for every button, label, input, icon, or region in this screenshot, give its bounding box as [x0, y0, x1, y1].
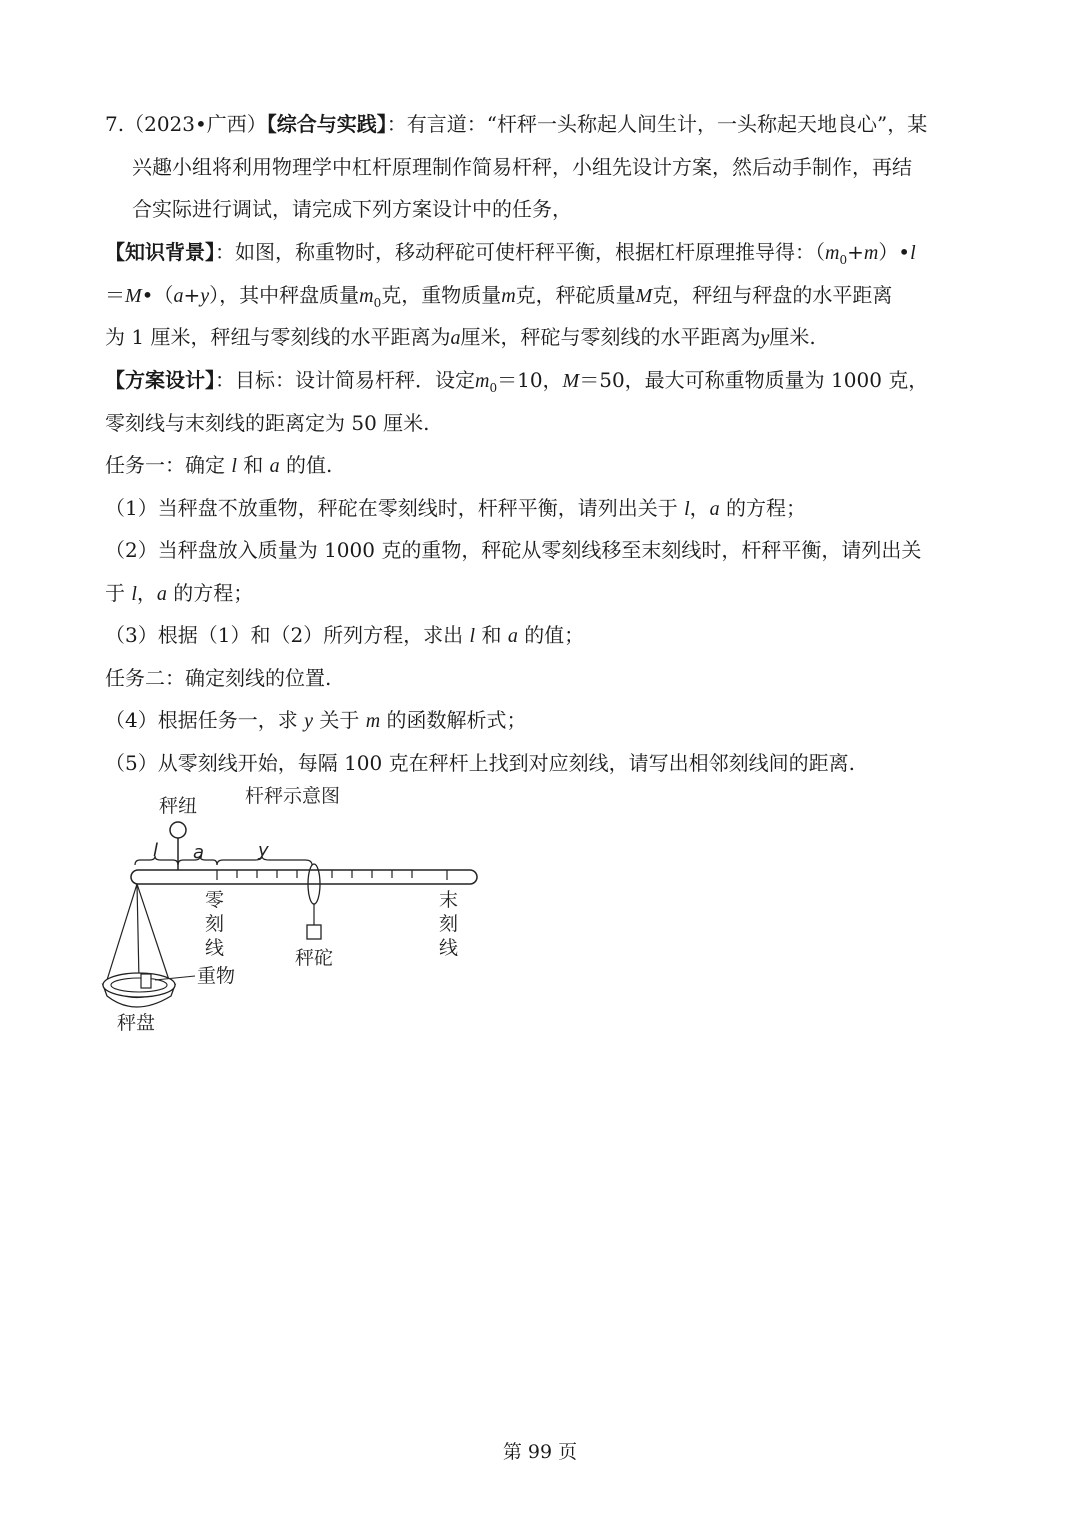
zero-line-char-1: 零 [205, 889, 225, 911]
q4-text-a: （4）根据任务一，求 [105, 708, 298, 732]
object-block [141, 974, 151, 988]
intro-text-c: 合实际进行调试，请完成下列方案设计中的任务， [132, 197, 572, 221]
label-l: l [153, 840, 159, 861]
knowledge-line-1 [105, 238, 916, 274]
var-m: m [863, 242, 879, 264]
figure-title: 杆秤示意图 [245, 785, 341, 807]
pan-string-left [107, 884, 137, 980]
var-M: M [125, 285, 142, 307]
end-line-char-3: 线 [439, 937, 459, 959]
task1-text: 任务一：确定 [105, 453, 225, 477]
design-text-c: ＝50，最大可称重物质量为 1000 克， [579, 368, 929, 392]
knowledge-text-g: 厘米，秤砣与零刻线的水平距离为 [460, 325, 761, 349]
knowledge-text-e: 克，秤纽与秤盘的水平距离 [652, 283, 893, 307]
task1-mid: 和 [243, 453, 264, 477]
q5-text: （5）从零刻线开始，每隔 100 克在秤杆上找到对应刻线，请写出相邻刻线间的距离. [105, 751, 855, 775]
q4-text-b: 关于 [319, 708, 360, 732]
var-a-6: a [507, 625, 518, 647]
comma-2: ， [136, 581, 157, 605]
intro-text-a: ：有言道：“杆秤一头称起人间生计，一头称起天地良心”，某 [386, 112, 928, 136]
var-m0-3: m [475, 370, 490, 392]
subscript-0-2: 0 [373, 296, 382, 310]
q3-text-c: 的值； [524, 623, 585, 647]
label-y: y [258, 840, 269, 861]
comma: ， [689, 496, 710, 520]
question-1 [105, 494, 806, 523]
design-text-b: ＝10， [497, 368, 563, 392]
var-m0: m [825, 242, 840, 264]
knowledge-text-c: 克，重物质量 [381, 283, 502, 307]
problem-line-1 [105, 110, 927, 138]
subscript-0-3: 0 [489, 381, 498, 395]
zero-line-char-3: 线 [205, 937, 225, 959]
pan-string-right [137, 884, 169, 980]
question-4 [105, 706, 527, 735]
question-3 [105, 621, 584, 650]
knob-label: 秤纽 [159, 795, 198, 817]
var-M-2: M [635, 285, 653, 307]
counterweight [307, 925, 321, 939]
label-a: a [193, 842, 205, 863]
zero-line-char-2: 刻 [205, 913, 225, 935]
var-m-2: m [501, 285, 516, 307]
question-2-line-1 [105, 536, 921, 564]
end-line-char-1: 末 [439, 889, 459, 911]
var-y-3: y [304, 710, 313, 732]
pan-string-center [137, 884, 139, 980]
design-line-1 [105, 366, 928, 402]
question-2-line-2 [105, 579, 253, 608]
var-l-5: l [469, 625, 476, 647]
var-y-2: y [760, 327, 770, 349]
var-m-3: m [365, 710, 381, 732]
steelyard-diagram [95, 780, 495, 1050]
steelyard-rod [131, 870, 477, 884]
q2-text-c: 的方程； [173, 581, 254, 605]
q1-text-b: 的方程； [726, 496, 807, 520]
problem-source: （2023•广西） [124, 112, 267, 136]
knowledge-text-a: ：如图，称重物时，移动秤砣可使杆秤平衡，根据杠杆原理推导得：（ [215, 240, 825, 264]
q2-text-a: （2）当秤盘放入质量为 1000 克的重物，秤砣从零刻线移至末刻线时，杆秤平衡，请列出关 [105, 538, 922, 562]
var-a-5: a [156, 583, 167, 605]
plus-sign-2: + [183, 283, 201, 307]
var-l-3: l [684, 498, 690, 520]
var-l-4: l [131, 583, 137, 605]
section-label: 【综合与实践】 [266, 112, 387, 136]
equals-sign: ＝ [105, 283, 125, 307]
task2-line [105, 664, 331, 692]
design-text-d: 零刻线与末刻线的距离定为 50 厘米. [105, 411, 430, 435]
subscript-0: 0 [839, 253, 848, 267]
task1-line [105, 451, 332, 480]
var-l-2: l [231, 455, 237, 477]
object-label: 重物 [197, 965, 236, 987]
knowledge-text-b: ，其中秤盘质量 [219, 283, 360, 307]
var-y: y [200, 285, 210, 307]
question-5 [105, 749, 855, 777]
q1-text-a: （1）当秤盘不放重物，秤砣在零刻线时，杆秤平衡，请列出关于 [105, 496, 678, 520]
var-a-3: a [269, 455, 280, 477]
problem-line-3 [132, 195, 572, 223]
knowledge-label: 【知识背景】 [105, 240, 215, 264]
knowledge-line-2 [105, 281, 892, 317]
end-line-char-2: 刻 [439, 913, 459, 935]
problem-number: 7. [105, 112, 125, 136]
equation-tail: ）• [878, 240, 911, 264]
design-label: 【方案设计】 [105, 368, 215, 392]
q2-text-b: 于 [105, 581, 125, 605]
dot-paren: •（ [141, 283, 174, 307]
task2-text: 任务二：确定刻线的位置. [105, 666, 332, 690]
var-a-2: a [450, 327, 461, 349]
q3-text-a: （3）根据（1）和（2）所列方程，求出 [105, 623, 464, 647]
knowledge-text-h: 厘米. [769, 325, 816, 349]
var-l: l [910, 242, 916, 264]
intro-text-b: 兴趣小组将利用物理学中杠杆原理制作简易杆秤，小组先设计方案，然后动手制作，再结 [132, 155, 912, 179]
plus-sign: + [847, 240, 864, 264]
q3-text-b: 和 [481, 623, 502, 647]
var-a: a [173, 285, 184, 307]
counterweight-label: 秤砣 [295, 947, 334, 969]
var-m0-2: m [359, 285, 374, 307]
task1-end: 的值. [286, 453, 333, 477]
knowledge-text-f: 为 1 厘米，秤纽与零刻线的水平距离为 [105, 325, 451, 349]
design-line-2 [105, 409, 430, 437]
page-footer: 第 99 页 [502, 1441, 578, 1463]
var-M-3: M [562, 370, 580, 392]
knowledge-text-d: 克，秤砣质量 [515, 283, 636, 307]
design-text-a: ：目标：设计简易杆秤．设定 [215, 368, 475, 392]
close-paren: ） [209, 283, 220, 307]
knob-ring [170, 822, 186, 838]
q4-text-c: 的函数解析式； [386, 708, 527, 732]
problem-line-2 [132, 153, 912, 181]
knowledge-line-3 [105, 323, 816, 352]
pan-label: 秤盘 [117, 1012, 156, 1034]
var-a-4: a [709, 498, 720, 520]
